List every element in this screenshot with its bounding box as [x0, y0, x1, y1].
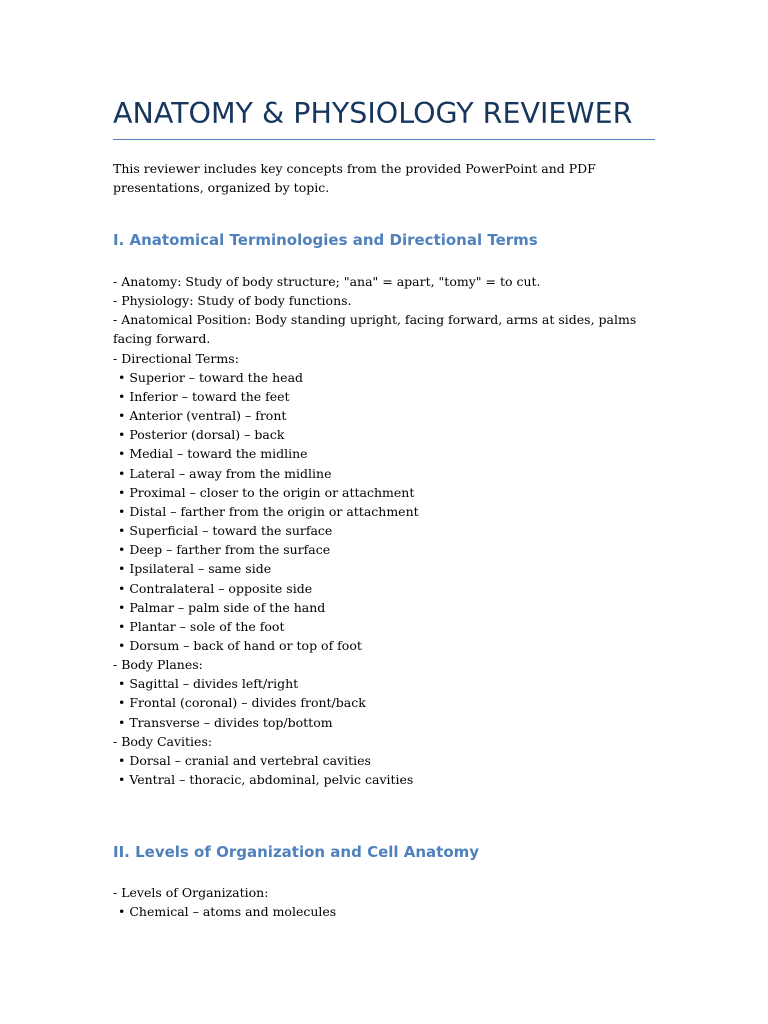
bullet-point: • Plantar – sole of the foot	[118, 618, 285, 634]
bullet-point: • Frontal (coronal) – divides front/back	[118, 695, 366, 711]
bullet-point: • Lateral – away from the midline	[118, 465, 332, 481]
bullet-point: • Posterior (dorsal) – back	[118, 427, 285, 443]
bullet-point: • Transverse – divides top/bottom	[118, 714, 333, 730]
bullet-point: • Proximal – closer to the origin or attachment	[118, 484, 415, 500]
bullet-point: • Dorsum – back of hand or top of foot	[118, 637, 362, 653]
list-item: - Physiology: Study of body functions.	[113, 293, 352, 309]
list-item: - Anatomical Position: Body standing upright, facing forward, arms at sides, palms facing forward.	[113, 312, 637, 347]
intro-paragraph: This reviewer includes key concepts from the provided PowerPoint and PDF presentations, organized by topic.	[113, 161, 596, 196]
list-item: - Anatomy: Study of body structure; "ana" = apart, "tomy" = to cut.	[113, 274, 541, 289]
bullet-point: • Anterior (ventral) – front	[118, 408, 287, 424]
bullet-point: • Palmar – palm side of the hand	[118, 599, 326, 615]
section-body-anatomical-terminologies	[113, 272, 658, 789]
bullet-point: • Inferior – toward the feet	[118, 388, 290, 404]
section-heading-anatomical-terminologies: I. Anatomical Terminologies and Directional Terms	[113, 231, 538, 249]
document-title: ANATOMY & PHYSIOLOGY REVIEWER	[113, 97, 633, 130]
bullet-point: • Ventral – thoracic, abdominal, pelvic cavities	[118, 772, 414, 788]
list-item: - Levels of Organization:	[113, 885, 269, 900]
bullet-point: • Dorsal – cranial and vertebral cavities	[118, 752, 371, 768]
bullet-point: • Contralateral – opposite side	[118, 580, 313, 596]
bullet-point: • Sagittal – divides left/right	[118, 676, 299, 692]
bullet-point: • Medial – toward the midline	[118, 446, 308, 462]
bullet-point: • Deep – farther from the surface	[118, 542, 331, 558]
list-item: - Body Planes:	[113, 657, 203, 673]
bullet-point: • Ipsilateral – same side	[118, 561, 272, 577]
list-item: - Directional Terms:	[113, 350, 239, 366]
list-item: - Body Cavities:	[113, 733, 213, 749]
section-body-levels-of-organization	[113, 883, 658, 921]
title-underline	[113, 139, 655, 140]
bullet-point: • Distal – farther from the origin or attachment	[118, 503, 419, 519]
bullet-point: • Superficial – toward the surface	[118, 523, 333, 539]
section-heading-levels-of-organization: II. Levels of Organization and Cell Anatomy	[113, 843, 480, 861]
bullet-point: • Chemical – atoms and molecules	[118, 904, 337, 920]
bullet-point: • Superior – toward the head	[118, 369, 304, 385]
